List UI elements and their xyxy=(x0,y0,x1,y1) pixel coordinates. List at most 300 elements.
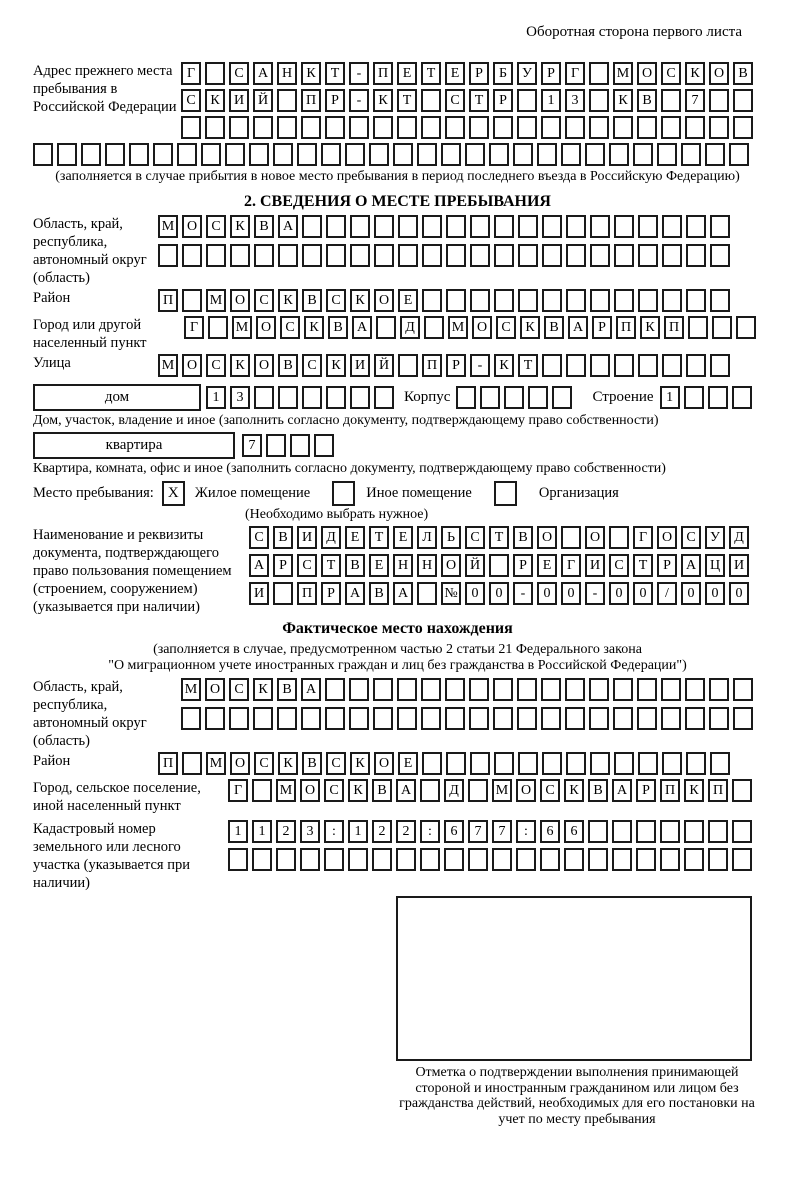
char-box xyxy=(614,289,634,312)
char-box xyxy=(349,678,369,701)
char-box xyxy=(417,582,437,605)
char-box xyxy=(302,386,322,409)
char-box xyxy=(182,289,202,312)
prev-address-row-1 xyxy=(181,62,753,85)
char-box xyxy=(105,143,125,166)
char-box xyxy=(732,848,752,871)
char-box xyxy=(733,678,753,701)
char-box xyxy=(469,116,489,139)
char-box xyxy=(589,116,609,139)
char-box: П xyxy=(158,289,178,312)
char-box: Л xyxy=(417,526,437,549)
char-box: И xyxy=(249,582,269,605)
house-cells xyxy=(206,386,394,409)
char-box xyxy=(396,848,416,871)
char-box xyxy=(494,752,514,775)
char-box xyxy=(182,244,202,267)
char-box: А xyxy=(681,554,701,577)
char-box: А xyxy=(396,779,416,802)
char-box xyxy=(321,143,341,166)
actual-region-row-2 xyxy=(181,707,753,730)
actual-location-title: Фактическое место нахождения xyxy=(282,620,513,637)
prev-address-group xyxy=(33,62,762,139)
char-box: О xyxy=(182,215,202,238)
apartment-row xyxy=(33,432,762,459)
apartment-cells xyxy=(242,434,334,457)
char-box xyxy=(489,143,509,166)
char-box xyxy=(561,526,581,549)
char-box: Е xyxy=(445,62,465,85)
actual-district-cells xyxy=(158,752,730,775)
char-box xyxy=(589,678,609,701)
char-box xyxy=(638,752,658,775)
char-box xyxy=(541,707,561,730)
char-box xyxy=(277,89,297,112)
region-label: Область, край, республика, автономный округ (область) xyxy=(33,216,147,286)
char-box: Д xyxy=(321,526,341,549)
char-box xyxy=(273,143,293,166)
char-box: Т xyxy=(518,354,538,377)
structure-label: Строение xyxy=(592,389,654,405)
char-box: Н xyxy=(417,554,437,577)
char-box xyxy=(686,752,706,775)
char-box xyxy=(373,707,393,730)
char-box xyxy=(441,143,461,166)
char-box xyxy=(182,752,202,775)
char-box: О xyxy=(374,752,394,775)
char-box: Р xyxy=(446,354,466,377)
document-label: Наименование и реквизиты документа, подтверждающего право пользования помещением (строением, сооружением) (указывается при наличии) xyxy=(33,527,232,615)
actual-city-cells xyxy=(228,779,752,802)
char-box: 0 xyxy=(489,582,509,605)
char-box: К xyxy=(684,779,704,802)
char-box xyxy=(345,143,365,166)
char-box xyxy=(517,707,537,730)
char-box: М xyxy=(158,354,178,377)
char-box xyxy=(494,244,514,267)
char-box xyxy=(585,143,605,166)
char-box: 3 xyxy=(230,386,250,409)
char-box xyxy=(465,143,485,166)
char-box: Р xyxy=(469,62,489,85)
char-box xyxy=(732,386,752,409)
char-box xyxy=(277,707,297,730)
char-box: И xyxy=(585,554,605,577)
char-box: К xyxy=(348,779,368,802)
char-box xyxy=(300,848,320,871)
document-row-2 xyxy=(249,554,749,577)
char-box xyxy=(81,143,101,166)
char-box xyxy=(589,62,609,85)
char-box xyxy=(662,354,682,377)
char-box xyxy=(686,215,706,238)
char-box: О xyxy=(516,779,536,802)
char-box: С xyxy=(324,779,344,802)
char-box: Т xyxy=(421,62,441,85)
char-box: Д xyxy=(400,316,420,339)
char-box: О xyxy=(230,289,250,312)
char-box: 6 xyxy=(444,820,464,843)
char-box xyxy=(542,354,562,377)
street-row xyxy=(33,354,762,377)
char-box xyxy=(369,143,389,166)
char-box xyxy=(565,678,585,701)
char-box: О xyxy=(637,62,657,85)
char-box xyxy=(266,434,286,457)
char-box xyxy=(708,848,728,871)
char-box xyxy=(397,707,417,730)
cadastral-rows xyxy=(228,820,752,871)
char-box: 1 xyxy=(660,386,680,409)
char-box: К xyxy=(278,289,298,312)
char-box: Н xyxy=(393,554,413,577)
char-box xyxy=(254,244,274,267)
char-box xyxy=(252,779,272,802)
char-box: Т xyxy=(325,62,345,85)
char-box: Р xyxy=(636,779,656,802)
char-box: - xyxy=(349,62,369,85)
char-box: Е xyxy=(398,289,418,312)
char-box: 3 xyxy=(565,89,585,112)
char-box xyxy=(662,289,682,312)
char-box xyxy=(297,143,317,166)
char-box xyxy=(657,143,677,166)
char-box: Г xyxy=(633,526,653,549)
char-box xyxy=(129,143,149,166)
city-cells xyxy=(184,316,756,339)
char-box xyxy=(276,848,296,871)
char-box: - xyxy=(585,582,605,605)
actual-district-row xyxy=(33,752,762,775)
char-box xyxy=(205,707,225,730)
cadastral-group xyxy=(33,820,762,892)
char-box xyxy=(710,752,730,775)
char-box xyxy=(566,215,586,238)
char-box: И xyxy=(729,554,749,577)
char-box xyxy=(249,143,269,166)
char-box: 7 xyxy=(242,434,262,457)
char-box xyxy=(158,244,178,267)
char-box xyxy=(708,820,728,843)
city-label: Город или другой населенный пункт xyxy=(33,317,147,351)
char-box: О xyxy=(254,354,274,377)
char-box xyxy=(302,244,322,267)
char-box xyxy=(372,848,392,871)
char-box: Е xyxy=(369,554,389,577)
char-box: 7 xyxy=(468,820,488,843)
char-box xyxy=(273,582,293,605)
char-box xyxy=(493,707,513,730)
char-box xyxy=(513,143,533,166)
char-box: 0 xyxy=(633,582,653,605)
char-box xyxy=(206,244,226,267)
document-row-3 xyxy=(249,582,749,605)
char-box xyxy=(373,116,393,139)
char-box xyxy=(446,752,466,775)
char-box xyxy=(709,116,729,139)
organization-option-label: Организация xyxy=(538,485,619,501)
char-box: С xyxy=(206,354,226,377)
char-box: А xyxy=(249,554,269,577)
char-box: В xyxy=(369,582,389,605)
char-box: К xyxy=(350,752,370,775)
char-box xyxy=(733,116,753,139)
char-box: О xyxy=(657,526,677,549)
char-box xyxy=(708,386,728,409)
cadastral-row-2 xyxy=(228,848,752,871)
char-box: А xyxy=(568,316,588,339)
char-box: В xyxy=(345,554,365,577)
char-box: Г xyxy=(561,554,581,577)
char-box: 0 xyxy=(705,582,725,605)
char-box xyxy=(468,848,488,871)
char-box xyxy=(153,143,173,166)
char-box: С xyxy=(297,554,317,577)
char-box: К xyxy=(253,678,273,701)
char-box: И xyxy=(229,89,249,112)
char-box xyxy=(542,752,562,775)
char-box xyxy=(638,289,658,312)
char-box: М xyxy=(448,316,468,339)
char-box: В xyxy=(328,316,348,339)
actual-region-label: Область, край, республика, автономный округ (область) xyxy=(33,679,147,749)
char-box xyxy=(302,215,322,238)
char-box: 2 xyxy=(372,820,392,843)
char-box xyxy=(732,820,752,843)
char-box xyxy=(181,116,201,139)
char-box: О xyxy=(374,289,394,312)
char-box: Ь xyxy=(441,526,461,549)
char-box: Р xyxy=(321,582,341,605)
char-box xyxy=(397,116,417,139)
char-box xyxy=(446,289,466,312)
char-box: В xyxy=(278,354,298,377)
char-box xyxy=(685,678,705,701)
char-box xyxy=(686,244,706,267)
char-box xyxy=(709,89,729,112)
char-box: П xyxy=(373,62,393,85)
char-box: 0 xyxy=(465,582,485,605)
char-box: Р xyxy=(657,554,677,577)
char-box xyxy=(733,89,753,112)
char-box: : xyxy=(324,820,344,843)
char-box: С xyxy=(326,752,346,775)
char-box xyxy=(350,386,370,409)
char-box: С xyxy=(465,526,485,549)
char-box: - xyxy=(349,89,369,112)
char-box xyxy=(325,116,345,139)
char-box: Т xyxy=(321,554,341,577)
char-box xyxy=(325,707,345,730)
char-box: П xyxy=(301,89,321,112)
char-box: / xyxy=(657,582,677,605)
actual-district-label: Район xyxy=(33,753,71,769)
char-box: В xyxy=(302,289,322,312)
char-box xyxy=(314,434,334,457)
char-box: Р xyxy=(541,62,561,85)
char-box xyxy=(208,316,228,339)
char-box: К xyxy=(373,89,393,112)
char-box xyxy=(732,779,752,802)
char-box xyxy=(422,215,442,238)
char-box: С xyxy=(249,526,269,549)
char-box xyxy=(661,707,681,730)
char-box xyxy=(712,316,732,339)
actual-location-note-1: (заполняется в случае, предусмотренном частью 2 статьи 21 Федерального закона xyxy=(153,642,642,657)
char-box xyxy=(564,848,584,871)
char-box: П xyxy=(422,354,442,377)
char-box xyxy=(566,354,586,377)
region-group xyxy=(33,215,762,287)
char-box xyxy=(613,678,633,701)
residential-checkbox: X xyxy=(162,481,185,506)
char-box xyxy=(326,244,346,267)
char-box xyxy=(470,244,490,267)
char-box xyxy=(516,848,536,871)
char-box: О xyxy=(300,779,320,802)
char-box: К xyxy=(350,289,370,312)
char-box: М xyxy=(492,779,512,802)
char-box xyxy=(614,354,634,377)
char-box xyxy=(517,116,537,139)
char-box xyxy=(421,707,441,730)
char-box: К xyxy=(278,752,298,775)
document-group xyxy=(33,526,762,616)
char-box xyxy=(253,116,273,139)
char-box: С xyxy=(496,316,516,339)
char-box: Р xyxy=(325,89,345,112)
char-box: И xyxy=(350,354,370,377)
char-box xyxy=(225,143,245,166)
char-box xyxy=(638,215,658,238)
char-box: Р xyxy=(592,316,612,339)
char-box xyxy=(517,89,537,112)
char-box: 0 xyxy=(729,582,749,605)
char-box xyxy=(613,707,633,730)
char-box xyxy=(609,526,629,549)
char-box: К xyxy=(304,316,324,339)
char-box xyxy=(421,116,441,139)
char-box xyxy=(470,752,490,775)
char-box: А xyxy=(345,582,365,605)
char-box: П xyxy=(708,779,728,802)
char-box xyxy=(470,215,490,238)
char-box xyxy=(710,244,730,267)
char-box: 0 xyxy=(609,582,629,605)
stay-type-label: Место пребывания: xyxy=(33,485,154,501)
char-box xyxy=(684,820,704,843)
char-box xyxy=(398,354,418,377)
char-box: Т xyxy=(489,526,509,549)
char-box xyxy=(324,848,344,871)
char-box: Д xyxy=(444,779,464,802)
house-note: Дом, участок, владение и иное (заполнить согласно документу, подтверждающему право собственности) xyxy=(33,413,659,428)
char-box: К xyxy=(685,62,705,85)
char-box xyxy=(589,707,609,730)
char-box xyxy=(733,707,753,730)
char-box: П xyxy=(158,752,178,775)
char-box: 0 xyxy=(681,582,701,605)
char-box xyxy=(33,143,53,166)
char-box: К xyxy=(494,354,514,377)
char-box xyxy=(638,354,658,377)
actual-region-row-1 xyxy=(181,678,753,701)
house-row xyxy=(33,384,762,411)
char-box xyxy=(444,848,464,871)
char-box xyxy=(590,244,610,267)
char-box: А xyxy=(352,316,372,339)
char-box: Т xyxy=(633,554,653,577)
actual-city-row xyxy=(33,779,762,815)
char-box: М xyxy=(181,678,201,701)
char-box: Н xyxy=(277,62,297,85)
char-box xyxy=(660,848,680,871)
char-box: 1 xyxy=(206,386,226,409)
building-cells xyxy=(456,386,572,409)
char-box: С xyxy=(229,62,249,85)
char-box xyxy=(710,215,730,238)
char-box xyxy=(684,848,704,871)
char-box: А xyxy=(393,582,413,605)
char-box xyxy=(681,143,701,166)
char-box xyxy=(278,386,298,409)
char-box xyxy=(590,354,610,377)
char-box xyxy=(422,244,442,267)
char-box: И xyxy=(297,526,317,549)
char-box xyxy=(541,116,561,139)
prev-address-row-2 xyxy=(181,89,753,112)
char-box xyxy=(489,554,509,577)
char-box xyxy=(446,215,466,238)
char-box xyxy=(565,707,585,730)
organization-checkbox xyxy=(494,481,517,506)
char-box: 1 xyxy=(348,820,368,843)
char-box: К xyxy=(230,215,250,238)
char-box xyxy=(566,289,586,312)
char-box xyxy=(278,244,298,267)
char-box xyxy=(685,707,705,730)
char-box xyxy=(494,215,514,238)
char-box: Е xyxy=(393,526,413,549)
char-box xyxy=(398,244,418,267)
char-box xyxy=(590,752,610,775)
char-box xyxy=(636,820,656,843)
prev-address-row-4 xyxy=(33,143,762,166)
char-box: С xyxy=(445,89,465,112)
stamp-note: Отметка о подтверждении выполнения принимающей стороной и иностранным гражданином или лицом без гражданства действий, необходимых для его постановки на учет по месту пребывания xyxy=(399,1065,755,1127)
char-box xyxy=(528,386,548,409)
char-box: 0 xyxy=(537,582,557,605)
char-box xyxy=(205,62,225,85)
char-box: П xyxy=(664,316,684,339)
char-box xyxy=(590,289,610,312)
char-box: Ц xyxy=(705,554,725,577)
char-box xyxy=(445,116,465,139)
actual-city-label: Город, сельское поселение, иной населенный пункт xyxy=(33,780,201,814)
char-box: С xyxy=(609,554,629,577)
char-box: Б xyxy=(493,62,513,85)
char-box: Г xyxy=(565,62,585,85)
char-box: А xyxy=(253,62,273,85)
char-box xyxy=(252,848,272,871)
char-box: - xyxy=(513,582,533,605)
char-box xyxy=(254,386,274,409)
char-box xyxy=(504,386,524,409)
char-box xyxy=(614,752,634,775)
char-box: В xyxy=(513,526,533,549)
char-box: К xyxy=(205,89,225,112)
prev-address-note: (заполняется в случае прибытия в новое место пребывания в период последнего въезда в Российскую Федерацию) xyxy=(55,169,740,184)
